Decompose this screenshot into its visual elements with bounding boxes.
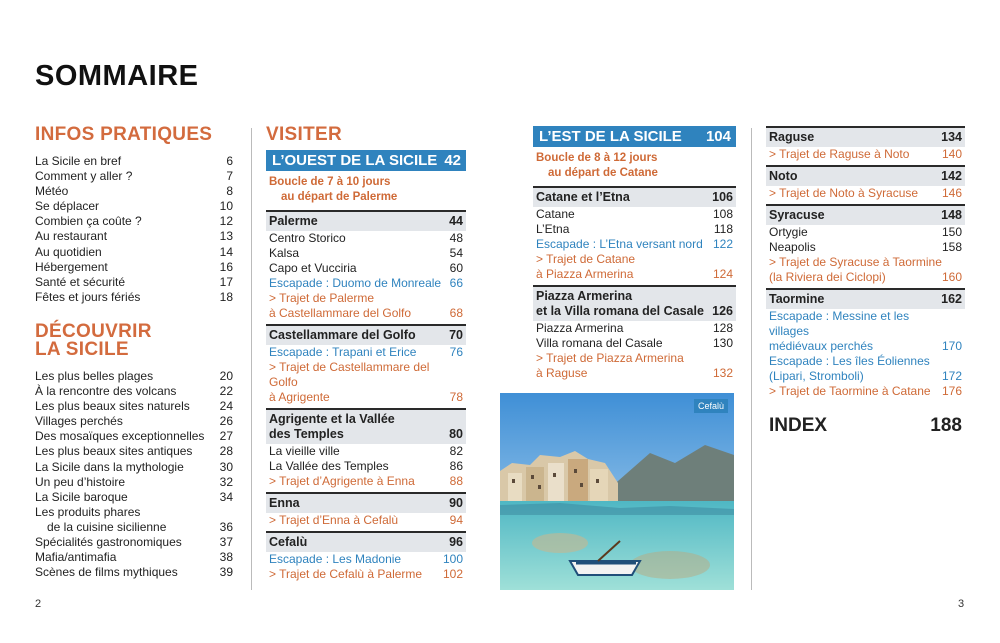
agrigente-section: [266, 408, 466, 489]
infos-entry[interactable]: [35, 199, 233, 214]
infos-entry-title: Au restaurant: [35, 229, 108, 244]
castellammare-entry[interactable]: [266, 360, 466, 405]
column-divider-right: [751, 128, 752, 590]
ouest-band: [266, 150, 466, 171]
piazza-entry-title: > Trajet de Piazza Armerina à Raguse: [536, 351, 684, 380]
ouest-boucle: [266, 171, 466, 207]
decouvrir-entry-page: 20: [219, 368, 233, 383]
decouvrir-entry[interactable]: [35, 535, 233, 550]
agrigente-entry-title: > Trajet d’Agrigente à Enna: [269, 474, 415, 488]
decouvrir-entry[interactable]: [35, 490, 233, 505]
taormine-entry[interactable]: [766, 384, 965, 399]
palerme-entry-page: 66: [449, 276, 463, 290]
catane-heading-page: 106: [712, 190, 733, 204]
raguse-entry-title: > Trajet de Raguse à Noto: [769, 147, 910, 161]
decouvrir-heading-line1: DÉCOUVRIR: [35, 320, 152, 342]
infos-entry-page: 12: [219, 214, 233, 229]
enna-entry-title: > Trajet d’Enna à Cefalù: [269, 513, 399, 527]
decouvrir-entry-page: 27: [219, 429, 233, 444]
syracuse-entry-page: 158: [941, 240, 962, 254]
infos-entry-page: 7: [226, 169, 233, 184]
decouvrir-list: [35, 369, 233, 580]
infos-entry-title: Combien ça coûte ?: [35, 214, 142, 229]
cefalu-photo: [500, 393, 734, 590]
catane-entry[interactable]: [533, 237, 736, 252]
syracuse-heading-title: Syracuse: [769, 208, 825, 222]
decouvrir-entry-page: 39: [219, 565, 233, 580]
infos-entry-page: 10: [219, 199, 233, 214]
decouvrir-entry-page: 24: [219, 399, 233, 414]
infos-entry[interactable]: [35, 275, 233, 290]
decouvrir-entry-page: 28: [219, 444, 233, 459]
infos-entry-title: Météo: [35, 184, 69, 199]
cefalu-entry[interactable]: [266, 567, 466, 582]
palerme-section: [266, 210, 466, 321]
decouvrir-entry-page: [227, 505, 233, 520]
infos-entry-page: 16: [219, 259, 233, 274]
infos-entry-title: Fêtes et jours fériés: [35, 289, 141, 304]
visiter-heading: VISITER: [266, 124, 343, 145]
decouvrir-entry[interactable]: [35, 505, 233, 520]
decouvrir-entry-page: 30: [219, 459, 233, 474]
decouvrir-entry-page: 36: [219, 519, 233, 534]
est-boucle-line2: au départ de Catane: [548, 167, 658, 179]
raguse-heading-page: 134: [941, 130, 962, 144]
infos-entry[interactable]: [35, 169, 233, 184]
catane-entry-page: 118: [713, 222, 733, 236]
castellammare-entry-title: Escapade : Trapani et Erice: [269, 345, 417, 359]
syracuse-heading-page: 148: [941, 208, 962, 222]
piazza-entry-page: 132: [712, 366, 733, 380]
enna-heading-page: 90: [449, 496, 463, 510]
raguse-heading[interactable]: [766, 126, 965, 147]
palerme-entry[interactable]: [266, 291, 466, 321]
raguse-section: [766, 126, 965, 162]
decouvrir-entry-title: Les produits phares: [35, 504, 141, 519]
syracuse-entry[interactable]: [766, 225, 965, 240]
decouvrir-entry[interactable]: [35, 475, 233, 490]
enna-entry[interactable]: [266, 513, 466, 528]
decouvrir-entry-title: Un peu d’histoire: [35, 474, 126, 489]
decouvrir-entry-title: La Sicile baroque: [35, 489, 128, 504]
infos-entry-page: 13: [219, 229, 233, 244]
agrigente-entry-page: 82: [449, 444, 463, 458]
est-band-title: L’EST DE LA SICILE: [539, 128, 682, 145]
decouvrir-entry[interactable]: [35, 414, 233, 429]
index-label: INDEX: [769, 415, 828, 436]
infos-column: [35, 126, 233, 580]
decouvrir-entry-title: Mafia/antimafia: [35, 550, 117, 565]
infos-entry-title: La Sicile en bref: [35, 154, 122, 168]
decouvrir-entry-page: 26: [219, 414, 233, 429]
noto-entry-page: 146: [941, 186, 962, 200]
catane-section: [533, 186, 736, 282]
decouvrir-entry-page: 34: [219, 489, 233, 504]
piazza-entry[interactable]: [533, 336, 736, 351]
infos-entry-title: Santé et sécurité: [35, 274, 126, 289]
syracuse-section: [766, 204, 965, 285]
infos-entry-page: 17: [219, 274, 233, 289]
syracuse-entry[interactable]: [766, 240, 965, 255]
cefalu-heading[interactable]: [266, 531, 466, 552]
page-number-right: 3: [958, 598, 965, 610]
palerme-heading-title: Palerme: [269, 214, 318, 228]
castellammare-heading-title: Castellammare del Golfo: [269, 328, 416, 342]
enna-heading-title: Enna: [269, 496, 300, 510]
piazza-section: [533, 285, 736, 381]
syracuse-heading[interactable]: [766, 204, 965, 225]
piazza-entry-page: 128: [712, 321, 733, 335]
est-boucle-line1: Boucle de 8 à 12 jours: [536, 152, 658, 164]
syracuse-entry-title: > Trajet de Syracuse à Taormine (la Riviera dei Ciclopi): [769, 255, 942, 284]
piazza-entry-title: Piazza Armerina: [536, 321, 624, 335]
catane-entry-title: L’Etna: [536, 222, 570, 236]
decouvrir-entry-title: Les plus belles plages: [35, 368, 154, 383]
agrigente-entry-title: La vieille ville: [269, 444, 340, 458]
agrigente-entry[interactable]: [266, 444, 466, 459]
taormine-entry[interactable]: [766, 354, 965, 384]
agrigente-heading-page: 80: [449, 427, 463, 441]
palerme-heading[interactable]: [266, 210, 466, 231]
decouvrir-entry-page: 38: [219, 550, 233, 565]
piazza-entry-page: 130: [712, 336, 733, 350]
est-boucle: [533, 147, 736, 183]
piazza-entry[interactable]: [533, 351, 736, 381]
taormine-heading-title: Taormine: [769, 292, 825, 306]
catane-heading[interactable]: [533, 186, 736, 207]
taormine-entry-page: 172: [941, 369, 962, 383]
decouvrir-entry-title: Les plus beaux sites naturels: [35, 399, 190, 414]
page-number-left: 2: [35, 598, 42, 610]
index-page: 188: [930, 415, 962, 436]
taormine-entry-title: Escapade : Messine et les villages médiévaux perchés: [769, 309, 910, 353]
cefalu-section: [266, 531, 466, 582]
noto-heading-page: 142: [941, 169, 962, 183]
taormine-entry-page: 176: [941, 384, 962, 398]
catane-heading-title: Catane et l’Etna: [536, 190, 630, 204]
est-band: [533, 126, 736, 147]
enna-section: [266, 492, 466, 528]
cefalu-entry-title: > Trajet de Cefalù à Palerme: [269, 567, 423, 581]
decouvrir-entry[interactable]: [35, 369, 233, 384]
palerme-entry-page: 60: [449, 261, 463, 275]
castellammare-entry-title: > Trajet de Castellammare del Golfo à Agrigente: [269, 360, 430, 404]
syracuse-entry-title: Neapolis: [769, 240, 816, 254]
raguse-heading-title: Raguse: [769, 130, 815, 144]
palerme-entry-title: > Trajet de Palerme à Castellammare del Golfo: [269, 291, 412, 320]
taormine-heading[interactable]: [766, 288, 965, 309]
castellammare-entry-page: 78: [449, 390, 463, 404]
castellammare-section: [266, 324, 466, 405]
palerme-entry-title: Capo et Vucciria: [269, 261, 357, 275]
decouvrir-entry-title: Des mosaïques exceptionnelles: [35, 429, 205, 444]
raguse-entry[interactable]: [766, 147, 965, 162]
infos-entry-title: Hébergement: [35, 259, 108, 274]
catane-entry[interactable]: [533, 222, 736, 237]
ouest-band-title: L’OUEST DE LA SICILE: [272, 152, 438, 169]
palerme-heading-page: 44: [449, 214, 463, 228]
piazza-heading[interactable]: [533, 285, 736, 321]
cefalu-entry-page: 102: [442, 567, 463, 581]
agrigente-entry-title: La Vallée des Temples: [269, 459, 389, 473]
decouvrir-entry-page: 32: [219, 474, 233, 489]
catane-entry-page: 124: [712, 267, 733, 281]
palerme-entry[interactable]: [266, 261, 466, 276]
ouest-band-page: 42: [444, 152, 461, 169]
decouvrir-entry-title: À la rencontre des volcans: [35, 384, 177, 399]
castellammare-heading[interactable]: [266, 324, 466, 345]
cefalu-entry[interactable]: [266, 552, 466, 567]
cefalu-entry-page: 100: [442, 552, 463, 566]
syracuse-entry[interactable]: [766, 255, 965, 285]
decouvrir-entry[interactable]: [35, 520, 233, 535]
decouvrir-entry-title: Spécialités gastronomiques: [35, 534, 182, 549]
taormine-section: [766, 288, 965, 399]
infos-entry-title: Comment y aller ?: [35, 169, 133, 184]
noto-heading-title: Noto: [769, 169, 798, 183]
infos-entry[interactable]: [35, 214, 233, 229]
decouvrir-entry[interactable]: [35, 550, 233, 565]
taormine-entry-title: Escapade : Les îles Éoliennes (Lipari, Stromboli): [769, 354, 930, 383]
decouvrir-entry[interactable]: [35, 429, 233, 444]
index-entry[interactable]: [766, 415, 965, 437]
palerme-entry[interactable]: [266, 246, 466, 261]
cefalu-heading-title: Cefalù: [269, 535, 308, 549]
agrigente-entry-page: 86: [449, 459, 463, 473]
infos-entry[interactable]: [35, 245, 233, 260]
castellammare-entry[interactable]: [266, 345, 466, 360]
taormine-entry-title: > Trajet de Taormine à Catane: [769, 384, 931, 398]
est-column: [533, 126, 736, 381]
catane-entry-page: 108: [712, 207, 733, 221]
decouvrir-entry[interactable]: [35, 460, 233, 475]
catane-entry-title: Escapade : L’Etna versant nord: [536, 237, 703, 251]
decouvrir-entry-page: 22: [219, 384, 233, 399]
castellammare-heading-page: 70: [449, 328, 463, 342]
decouvrir-entry-title: Les plus beaux sites antiques: [35, 444, 193, 459]
page-title: SOMMAIRE: [35, 60, 199, 92]
agrigente-heading-title: Agrigente et la Vallée des Temples: [269, 412, 395, 441]
agrigente-entry[interactable]: [266, 459, 466, 474]
column-divider-left: [251, 128, 252, 590]
piazza-heading-title: Piazza Armerina et la Villa romana del Casale: [536, 289, 704, 318]
agrigente-entry-page: 88: [449, 474, 463, 488]
cefalu-photo-illustration: [500, 393, 734, 590]
palerme-entry-title: Centro Storico: [269, 231, 346, 245]
noto-entry[interactable]: [766, 186, 965, 201]
enna-heading[interactable]: [266, 492, 466, 513]
infos-entry[interactable]: [35, 229, 233, 244]
infos-entry-page: 6: [226, 154, 233, 168]
catane-entry-title: Catane: [536, 207, 575, 221]
decouvrir-entry-title: La Sicile dans la mythologie: [35, 459, 184, 474]
palerme-entry-page: 54: [449, 246, 463, 260]
piazza-heading-page: 126: [712, 304, 733, 318]
visiter-column: [266, 126, 466, 582]
palerme-entry[interactable]: [266, 231, 466, 246]
decouvrir-entry[interactable]: [35, 565, 233, 580]
piazza-entry[interactable]: [533, 321, 736, 336]
palerme-entry-title: Kalsa: [269, 246, 300, 260]
syracuse-entry-page: 150: [941, 225, 962, 239]
noto-heading[interactable]: [766, 165, 965, 186]
right-column: [766, 126, 965, 437]
infos-entry-page: 8: [226, 184, 233, 199]
palerme-entry[interactable]: [266, 276, 466, 291]
decouvrir-entry[interactable]: [35, 399, 233, 414]
syracuse-entry-page: 160: [941, 270, 962, 284]
cefalu-heading-page: 96: [449, 535, 463, 549]
taormine-heading-page: 162: [941, 292, 962, 306]
taormine-entry[interactable]: [766, 309, 965, 354]
infos-entry-page: 18: [219, 289, 233, 304]
decouvrir-entry-title: Villages perchés: [35, 414, 123, 429]
catane-entry[interactable]: [533, 207, 736, 222]
palerme-entry-title: Escapade : Duomo de Monreale: [269, 276, 442, 290]
infos-entry[interactable]: [35, 184, 233, 199]
est-band-page: 104: [705, 128, 731, 145]
castellammare-entry-page: 76: [449, 345, 463, 359]
catane-entry-page: 122: [712, 237, 733, 251]
infos-entry-page: 14: [219, 244, 233, 259]
piazza-entry-title: Villa romana del Casale: [536, 336, 663, 350]
noto-entry-title: > Trajet de Noto à Syracuse: [769, 186, 919, 200]
infos-entry[interactable]: [35, 260, 233, 275]
taormine-entry-page: 170: [941, 339, 962, 353]
infos-heading: INFOS PRATIQUES: [35, 124, 213, 145]
infos-entry-title: Se déplacer: [35, 199, 100, 214]
raguse-entry-page: 140: [941, 147, 962, 161]
palerme-entry-page: 68: [449, 306, 463, 320]
infos-list: [35, 154, 233, 305]
ouest-boucle-line2: au départ de Palerme: [281, 191, 398, 203]
catane-entry[interactable]: [533, 252, 736, 282]
decouvrir-entry-title: Scènes de films mythiques: [35, 565, 178, 580]
palerme-entry-page: 48: [449, 231, 463, 245]
decouvrir-entry[interactable]: [35, 384, 233, 399]
decouvrir-entry-title: de la cuisine sicilienne: [47, 519, 167, 534]
infos-entry[interactable]: [35, 154, 233, 169]
catane-entry-title: > Trajet de Catane à Piazza Armerina: [536, 252, 636, 281]
decouvrir-entry-page: 37: [219, 534, 233, 549]
decouvrir-heading-line2: LA SICILE: [35, 338, 129, 360]
syracuse-entry-title: Ortygie: [769, 225, 808, 239]
ouest-boucle-line1: Boucle de 7 à 10 jours: [269, 176, 391, 188]
infos-entry-title: Au quotidien: [35, 244, 102, 259]
cefalu-entry-title: Escapade : Les Madonie: [269, 552, 402, 566]
agrigente-entry[interactable]: [266, 474, 466, 489]
agrigente-heading[interactable]: [266, 408, 466, 444]
decouvrir-entry[interactable]: [35, 444, 233, 459]
noto-section: [766, 165, 965, 201]
photo-caption-tag: Cefalù: [694, 399, 728, 413]
infos-entry[interactable]: [35, 290, 233, 305]
enna-entry-page: 94: [449, 513, 463, 527]
